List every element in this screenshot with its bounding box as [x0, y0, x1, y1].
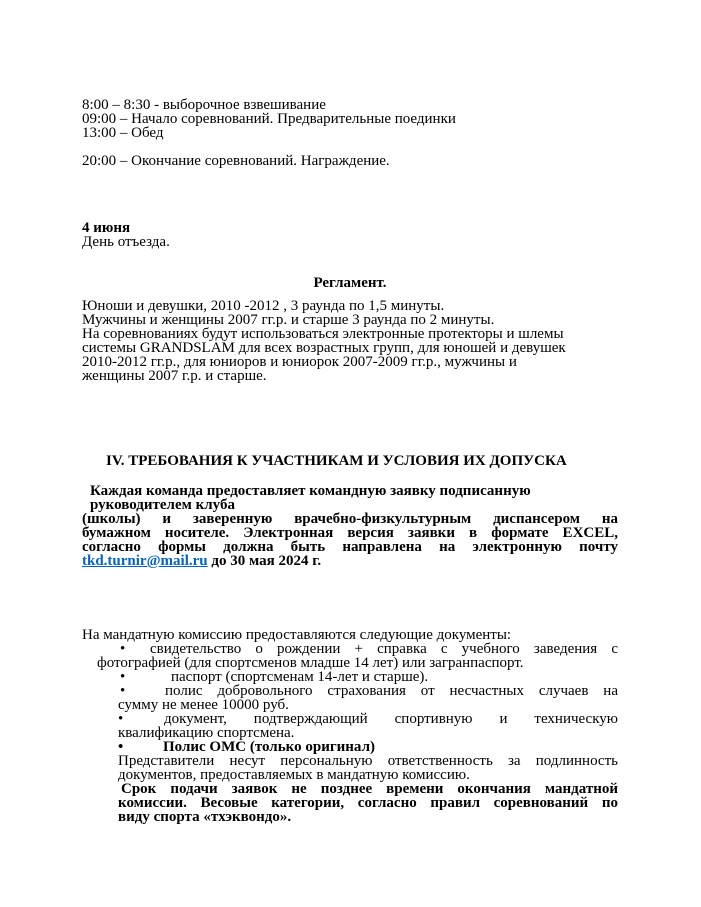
responsibility-text: Представители несут персональную ответственность за подлинность: [118, 753, 618, 769]
deadline-text: до 30 мая 2024 г.: [207, 553, 322, 569]
document-item: полис добровольного страхования от несчастных случаев на: [165, 683, 618, 699]
email-link[interactable]: tkd.turnir@mail.ru: [82, 553, 208, 569]
deadline-note: виду спорта «тхэквондо».: [118, 809, 292, 825]
reglament-line: Юноши и девушки, 2010 -2012 , 3 раунда по 1,5 минуты.: [82, 298, 445, 314]
document-item: свидетельство о рождении + справка с учебного заведения с: [150, 641, 618, 657]
bullet: •: [120, 669, 126, 685]
deadline-note: комиссии. Весовые категории, согласно правил соревнований по: [118, 795, 618, 811]
documents-intro: На мандатную комиссию предоставляются следующие документы:: [82, 627, 512, 643]
document-item-oms: Полис ОМС (только оригинал): [163, 739, 375, 755]
departure-date: 4 июня: [82, 220, 131, 236]
requirements-line: руководителем клуба: [90, 497, 235, 513]
requirements-line: (школы) и заверенную врачебно-физкультурным диспансером на: [82, 511, 618, 527]
deadline-note: Срок подачи заявок не позднее времени окончания мандатной: [121, 781, 618, 797]
schedule-lunch: 13:00 – Обед: [82, 125, 164, 141]
reglament-line: системы GRANDSLAM для всех возрастных групп, для юношей и девушек: [82, 340, 566, 356]
section-heading: IV. ТРЕБОВАНИЯ К УЧАСТНИКАМ И УСЛОВИЯ ИХ ДОПУСКА: [106, 453, 567, 469]
reglament-line: На соревнованиях будут использоваться электронные протекторы и шлемы: [82, 326, 564, 342]
requirements-line: согласно формы должна быть направлена на электронную почту: [82, 539, 618, 555]
document-item-cont: квалификацию спортсмена.: [118, 725, 295, 741]
requirements-line: бумажном носителе. Электронная версия заявки в формате EXCEL,: [82, 525, 618, 541]
document-item: паспорт (спортсменам 14-лет и старше).: [171, 669, 429, 685]
email-deadline-line: [82, 554, 321, 568]
responsibility-text: документов, предоставляемых в мандатную комиссию.: [118, 767, 470, 783]
bullet: •: [118, 711, 124, 727]
document-item-cont: сумму не менее 10000 руб.: [118, 697, 289, 713]
document-item-cont: фотографией (для спортсменов младше 14 лет) или загранпаспорт.: [97, 655, 524, 671]
reglament-line: Мужчины и женщины 2007 гг.р. и старше 3 раунда по 2 минуты.: [82, 312, 495, 328]
schedule-start: 09:00 – Начало соревнований. Предварительные поединки: [82, 111, 456, 127]
requirements-line: Каждая команда предоставляет командную заявку подписанную: [90, 483, 531, 499]
departure-text: День отъезда.: [82, 234, 170, 250]
bullet: •: [120, 641, 126, 657]
reglament-line: женщины 2007 г.р. и старше.: [82, 368, 267, 384]
schedule-end: 20:00 – Окончание соревнований. Награждение.: [82, 153, 390, 169]
reglament-line: 2010-2012 гг.р., для юниоров и юниорок 2007-2009 гг.р., мужчины и: [82, 354, 517, 370]
document-item: документ, подтверждающий спортивную и техническую: [164, 711, 618, 727]
bullet: •: [118, 739, 124, 755]
reglament-title: Регламент.: [313, 275, 387, 291]
bullet: •: [120, 683, 126, 699]
schedule-weighing: 8:00 – 8:30 - выборочное взвешивание: [82, 97, 326, 113]
